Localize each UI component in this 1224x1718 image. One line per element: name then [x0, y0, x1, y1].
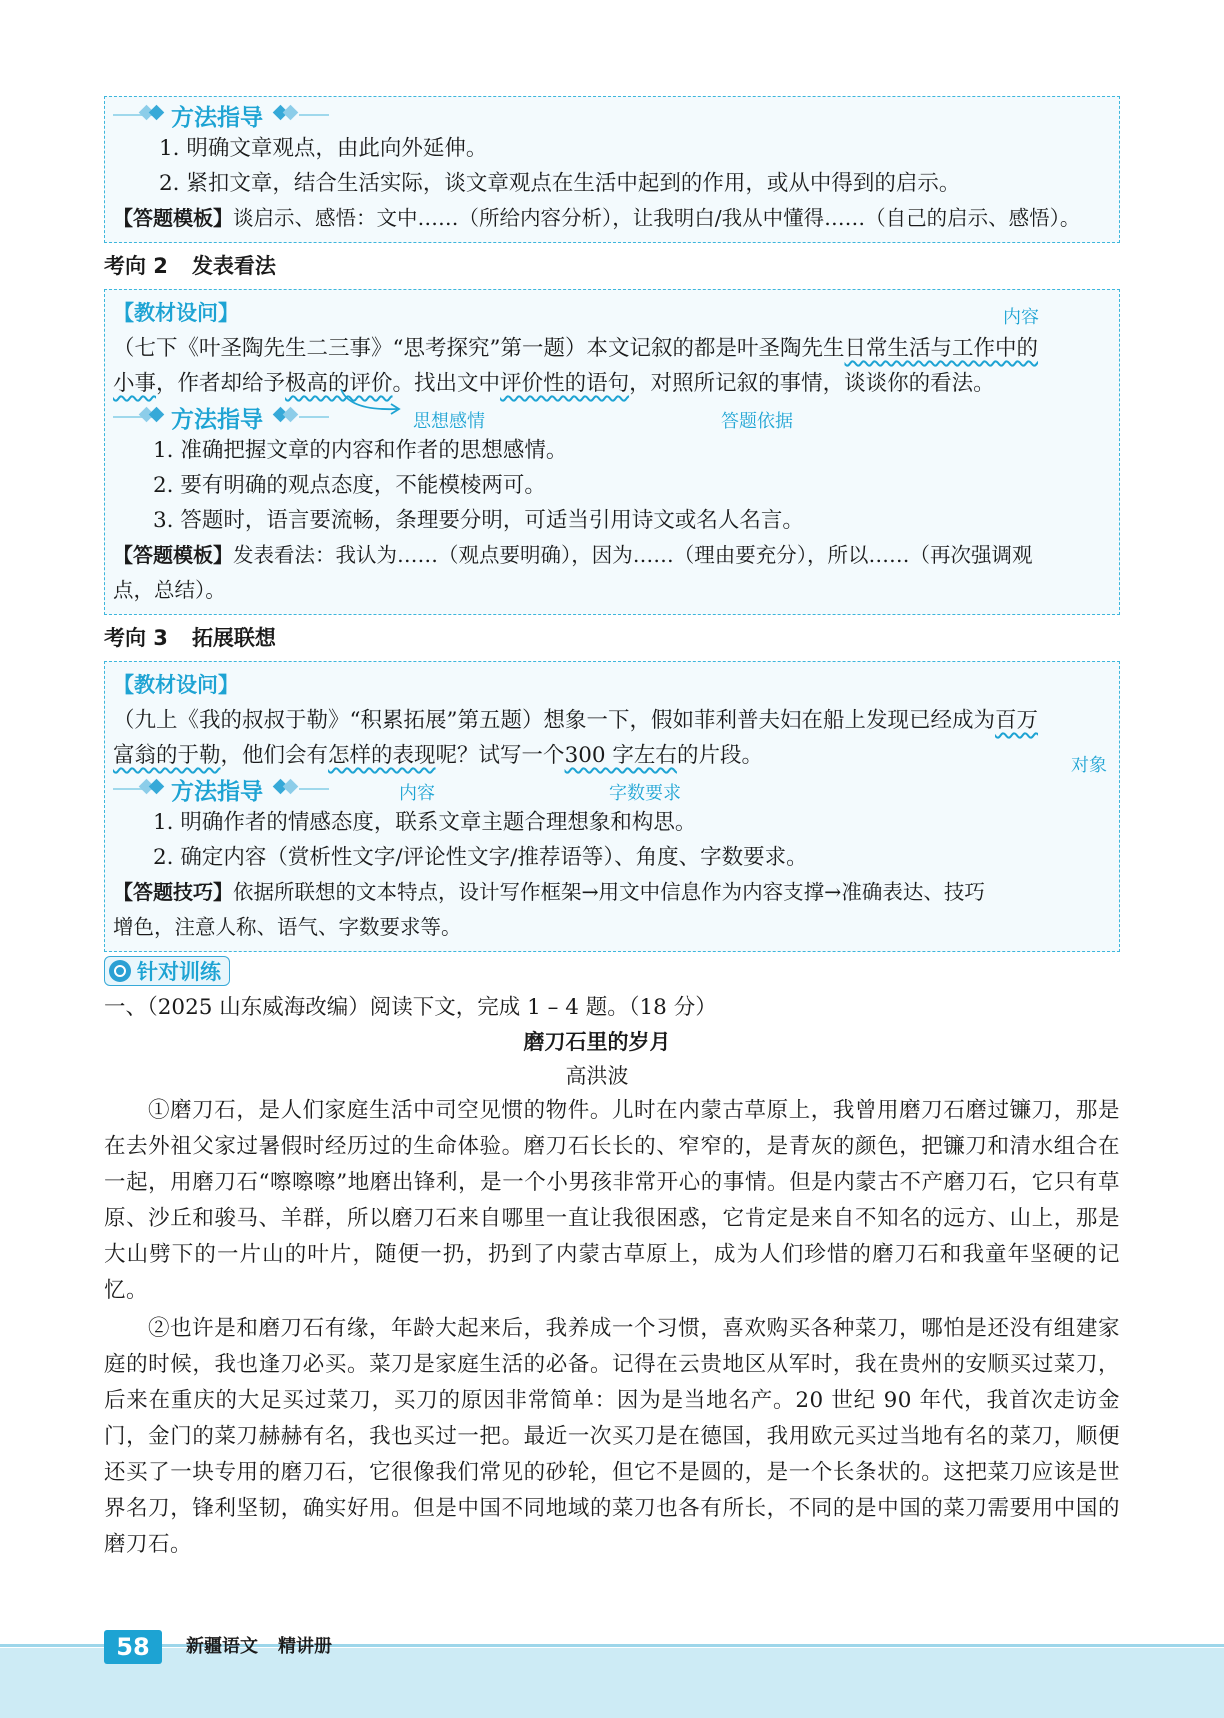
textbook-question-tag-line: [113, 296, 1111, 331]
skill-text: 依据所联想的文本特点，设计写作框架→用文中信息作为内容支撑→准确表达、技巧: [233, 880, 985, 904]
question-highlight: 日常生活与工作中的: [844, 336, 1039, 361]
footer-divider: [0, 1644, 1224, 1647]
question-box-2: [104, 289, 1120, 615]
method-item: 2. 要有明确的观点态度，不能模棱两可。: [153, 473, 546, 498]
textbook-question-tag: 【教材设问】: [113, 301, 239, 325]
question-highlight: 富翁的于勒: [113, 743, 221, 768]
article-paragraph-2: ②也许是和磨刀石有缘，年龄大起来后，我养成一个习惯，喜欢购买各种菜刀，哪怕是还没有组建家庭的时候，我也逢刀必买。菜刀是家庭生活的必备。记得在云贵地区从军时，我在贵州的安顺买过菜刀，后来在重庆的大足买过菜刀，买刀的原因非常简单：因为是当地名产。20 世纪 90 年代，我首次走访金门，金门的菜刀赫赫有名，我也买过一把。最近一次买刀是在德国，我用欧元买过当地有名的菜刀，顺便还买了一块专用的磨刀石，它很像我们常见的砂轮，但它不是圆的，是一个长条状的。这把菜刀应该是世界名刀，锋利坚韧，确实好用。但是中国不同地域的菜刀也各有所长，不同的是中国的菜刀需要用中国的磨刀石。: [104, 1316, 1120, 1557]
template-line: [113, 538, 1111, 573]
question-text: 。找出文中: [392, 371, 501, 396]
method-title: 方法指导: [171, 407, 263, 433]
page-content: [104, 96, 1120, 1563]
method-heading: [113, 401, 1111, 433]
arrow-icon: [339, 387, 405, 421]
question-line: [113, 366, 1111, 401]
method-item: 3. 答题时，语言要流畅，条理要分明，可适当引用诗文或名人名言。: [153, 508, 804, 533]
method-title: 方法指导: [171, 105, 263, 131]
section-name: 发表看法: [191, 254, 276, 278]
annotation-content: 内容: [399, 783, 435, 804]
section-number: 考向 3: [104, 626, 168, 650]
method-item: 2. 确定内容（赏析性文字/评论性文字/推荐语等）、角度、字数要求。: [153, 845, 808, 870]
question-highlight: 怎样的表现: [328, 743, 436, 768]
method-item: 1. 明确作者的情感态度，联系文章主题合理想象和构思。: [153, 810, 697, 835]
question-text: 呢？试写一个: [435, 743, 565, 768]
article-paragraph-1: ①磨刀石，是人们家庭生活中司空见惯的物件。儿时在内蒙古草原上，我曾用磨刀石磨过镰刀，那是在去外祖父家过暑假时经历过的生命体验。磨刀石长长的、窄窄的，是青灰的颜色，把镰刀和清水组合在一起，用磨刀石“嚓嚓嚓”地磨出锋利，是一个小男孩非常开心的事情。但是内蒙古不产磨刀石，它只有草原、沙丘和骏马、羊群，所以磨刀石来自哪里一直让我很困惑，它肯定是来自不知名的远方、山上，那是大山劈下的一片山的叶片，随便一扔，扔到了内蒙古草原上，成为人们珍惜的磨刀石和我童年坚硬的记忆。: [104, 1098, 1120, 1303]
section-number: 考向 2: [104, 254, 168, 278]
skill-line: [113, 875, 1111, 910]
section-3-title: [104, 615, 1120, 661]
question-line: [113, 331, 1111, 366]
template-tag: 【答题模板】: [113, 543, 233, 567]
article-title: 磨刀石里的岁月: [523, 1030, 671, 1054]
annotation-content: 内容: [1003, 307, 1039, 328]
template-tag: 【答题模板】: [113, 206, 233, 230]
method-box-1: [104, 96, 1120, 243]
annotation-emotion: 思想感情: [413, 411, 485, 432]
question-text: （九上《我的叔叔于勒》“积累拓展”第五题）想象一下，假如菲利普夫妇在船上发现已经成为: [113, 708, 995, 733]
question-line: [113, 703, 1111, 738]
question-highlight: 评价性的语句: [500, 371, 630, 396]
question-text: （七下《叶圣陶先生二三事》“思考探究”第一题）本文记叙的都是叶圣陶先生: [113, 336, 845, 361]
textbook-question-tag-line: [113, 668, 1111, 703]
section-name: 拓展联想: [191, 626, 276, 650]
question-highlight: 百万: [995, 708, 1039, 733]
template-text: 谈启示、感悟：文中……（所给内容分析），让我明白/我从中懂得……（自己的启示、感悟）。: [233, 206, 1081, 230]
target-icon: [109, 960, 131, 982]
question-text: ，对照所记叙的事情，谈谈你的看法。: [629, 371, 995, 396]
method-item: 1. 准确把握文章的内容和作者的思想感情。: [153, 438, 568, 463]
article-author: 高洪波: [565, 1064, 629, 1088]
practice-title: 针对训练: [137, 960, 221, 984]
annotation-basis: 答题依据: [721, 411, 793, 432]
volume-name: 精讲册: [278, 1636, 332, 1657]
question-highlight: 小事: [113, 371, 157, 396]
skill-tag: 【答题技巧】: [113, 880, 233, 904]
skill-line: 增色，注意人称、语气、字数要求等。: [113, 915, 462, 939]
question-text: 的片段。: [676, 743, 763, 768]
book-name: 新疆语文: [186, 1636, 258, 1657]
template-line: [113, 201, 1111, 236]
question-text: ，作者却给予: [156, 371, 286, 396]
practice-question: 一、（2025 山东威海改编）阅读下文，完成 1 – 4 题。（18 分）: [104, 995, 717, 1020]
method-heading: [113, 99, 1111, 131]
question-box-3: [104, 661, 1120, 952]
annotation-object: 对象: [1071, 755, 1107, 776]
method-heading: [113, 773, 1111, 805]
method-item: 1. 明确文章观点，由此向外延伸。: [159, 136, 488, 161]
annotation-wordcount: 字数要求: [609, 783, 681, 804]
question-highlight: 极高的评价: [285, 371, 393, 396]
template-line: 点，总结）。: [113, 578, 226, 602]
question-highlight: 300 字左右: [564, 743, 677, 768]
method-item: 2. 紧扣文章，结合生活实际，谈文章观点在生活中起到的作用，或从中得到的启示。: [159, 171, 961, 196]
textbook-question-tag: 【教材设问】: [113, 673, 239, 697]
template-text: 发表看法：我认为……（观点要明确），因为……（理由要充分），所以……（再次强调观: [233, 543, 1033, 567]
practice-badge: [104, 956, 230, 986]
footer-book-info: [186, 1632, 352, 1662]
page-number: 58: [104, 1630, 162, 1664]
question-line: [113, 738, 1111, 776]
question-text: ，他们会有: [220, 743, 329, 768]
section-2-title: [104, 243, 1120, 289]
method-title: 方法指导: [171, 779, 263, 805]
footer-band: [0, 1648, 1224, 1718]
